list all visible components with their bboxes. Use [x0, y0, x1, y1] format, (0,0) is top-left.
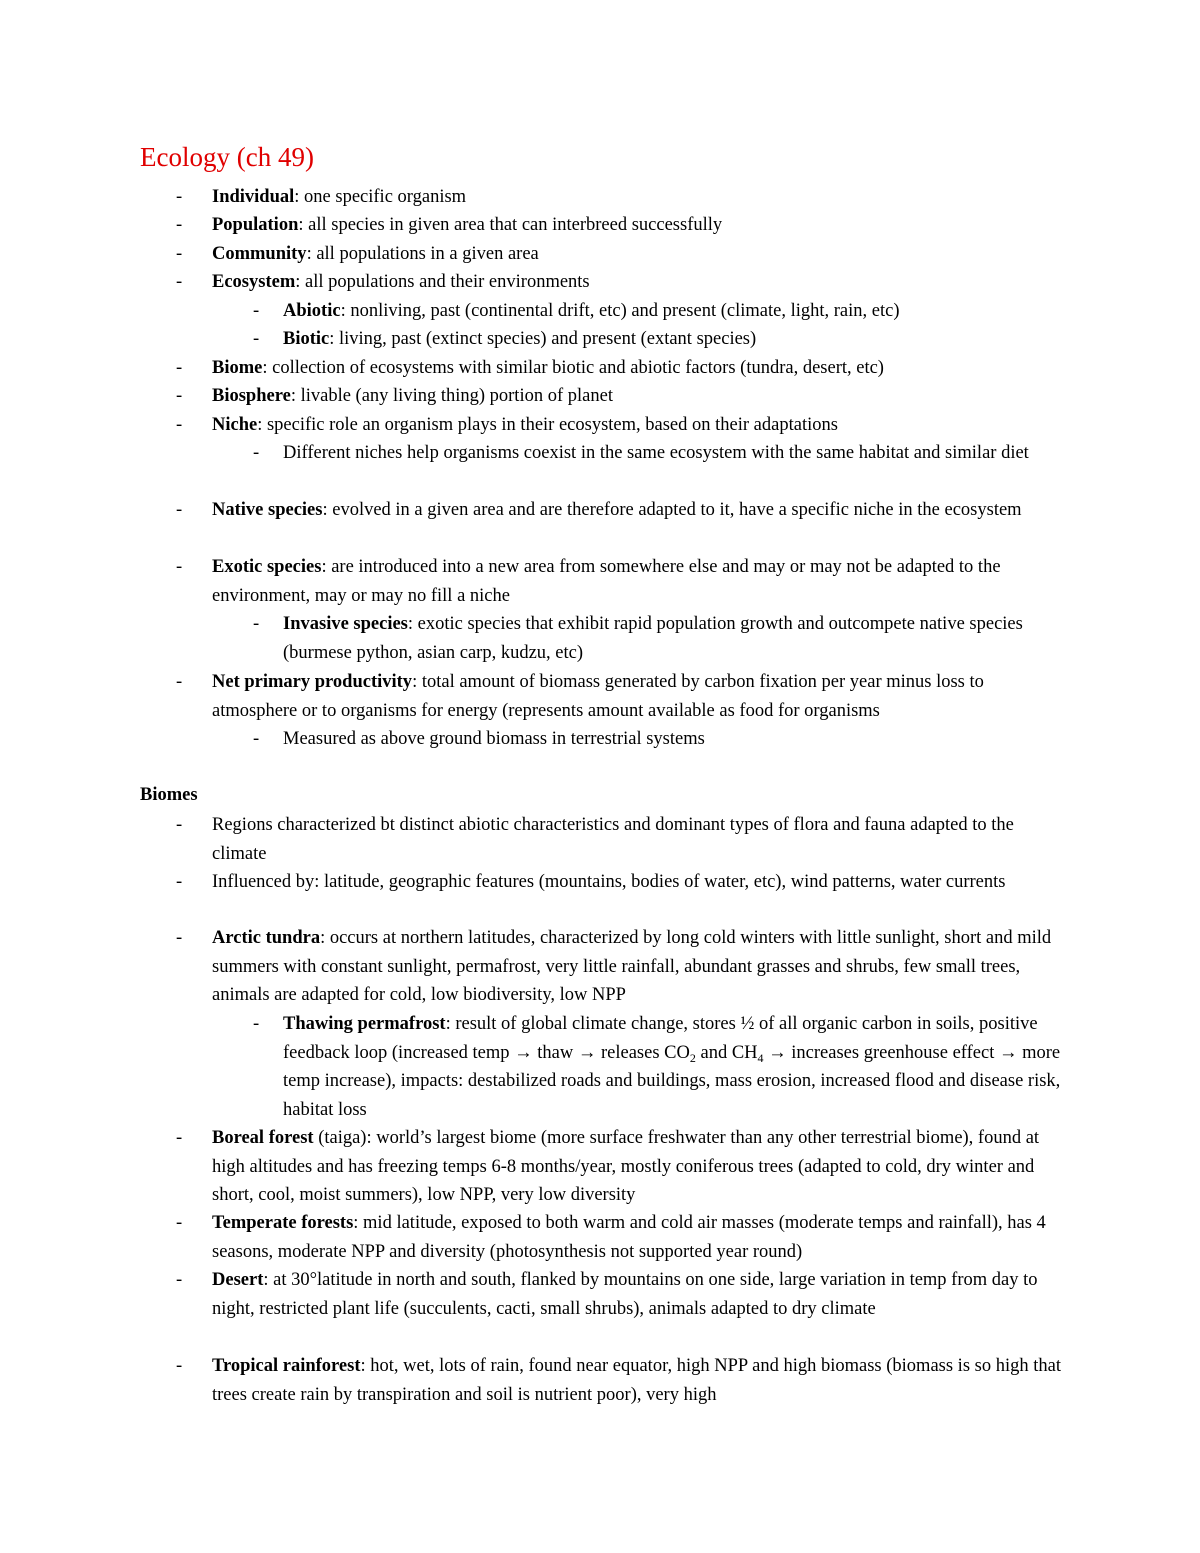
definition: : all populations and their environments: [295, 272, 590, 292]
list-item: [176, 496, 1072, 525]
bullet-dash: -: [253, 614, 260, 634]
term: Population: [212, 215, 299, 235]
sub-list-item: [253, 610, 1073, 667]
page-title: Ecology (ch 49): [140, 142, 314, 172]
list-item: [176, 382, 1072, 411]
term: Tropical rainforest: [212, 1356, 361, 1376]
definition: : specific role an organism plays in their ecosystem, based on their adaptations: [257, 415, 838, 435]
term: Net primary productivity: [212, 672, 413, 692]
term: Ecosystem: [212, 272, 296, 292]
bullet-dash: -: [253, 301, 260, 321]
bullet-dash: -: [253, 729, 260, 749]
bullet-dash: -: [176, 815, 183, 835]
term: Arctic tundra: [212, 928, 321, 948]
term: Native species: [212, 500, 323, 520]
definition: : evolved in a given area and are therefore adapted to it, have a specific niche in the ecosystem: [322, 500, 1022, 520]
term: Niche: [212, 415, 258, 435]
definition: : at 30°latitude in north and south, flanked by mountains on one side, large variation in temp from day to night, restricted plant life (succulents, cacti, small shrubs), animals adapted to dry climate: [212, 1270, 1038, 1319]
subscript: 2: [689, 1050, 696, 1065]
list-item: [176, 211, 1072, 240]
definition: : living, past (extinct species) and present (extant species): [329, 329, 757, 349]
bullet-dash: -: [176, 415, 183, 435]
sub-list-item: [253, 725, 1073, 754]
bullet-dash: -: [176, 1270, 183, 1290]
bullet-dash: -: [176, 358, 183, 378]
list-item: [176, 868, 1072, 897]
list-item: [176, 924, 1072, 1010]
definition: : are introduced into a new area from somewhere else and may or may not be adapted to the environment, may or may no fill a niche: [212, 557, 1001, 606]
term: Individual: [212, 187, 295, 207]
definition: : livable (any living thing) portion of planet: [290, 386, 613, 406]
bullet-dash: -: [176, 1128, 183, 1148]
term: Exotic species: [212, 557, 322, 577]
bullet-dash: -: [176, 187, 183, 207]
bullet-dash: -: [176, 1356, 183, 1376]
definition: : result of global climate change, stores ½ of all organic carbon in soils, positive feedback loop (increased temp → thaw → releases CO: [283, 1014, 1038, 1063]
definition: and CH: [695, 1042, 758, 1063]
sub-list-item: [253, 325, 1083, 354]
bullet-dash: -: [176, 557, 183, 577]
definition: : nonliving, past (continental drift, etc) and present (climate, light, rain, etc): [340, 301, 900, 321]
definition: : collection of ecosystems with similar biotic and abiotic factors (tundra, desert, etc): [262, 358, 884, 378]
definition: : occurs at northern latitudes, characterized by long cold winters with little sunlight, short and mild summers with constant sunlight, permafrost, very little rainfall, abundant grasses and shrubs, few small trees, animals are adapted for cold, low biodiversity, low NPP: [212, 928, 1052, 1005]
definition: : total amount of biomass generated by carbon fixation per year minus loss to atmosphere or to organisms for energy (represents amount available as food for organisms: [212, 672, 984, 721]
term: Abiotic: [283, 301, 341, 321]
bullet-dash: -: [176, 672, 183, 692]
bullet-dash: -: [176, 386, 183, 406]
sub-list-item: [253, 439, 1073, 468]
definition: → increases greenhouse effect → more temp increase), impacts: destabilized roads and buildings, mass erosion, increased flood and disease risk, habitat loss: [283, 1042, 1061, 1120]
term: Temperate forests: [212, 1213, 354, 1233]
section-heading-biomes: Biomes: [140, 785, 198, 805]
bullet-dash: -: [253, 1014, 260, 1034]
term: Biotic: [283, 329, 330, 349]
definition: : one specific organism: [294, 187, 467, 207]
definition: (taiga): world’s largest biome (more surface freshwater than any other terrestrial biome), found at high altitudes and has freezing temps 6-8 months/year, mostly coniferous trees (adapted to cold, dry winter and short, cool, moist summers), low NPP, very low diversity: [212, 1128, 1040, 1205]
term: Community: [212, 244, 307, 264]
list-item: [176, 354, 1072, 383]
bullet-dash: -: [253, 443, 260, 463]
definition: Influenced by: latitude, geographic features (mountains, bodies of water, etc), wind patterns, water currents: [212, 872, 1006, 892]
term: Boreal forest: [212, 1128, 314, 1148]
list-item: [176, 553, 1072, 610]
bullet-dash: -: [176, 1213, 183, 1233]
term: Biosphere: [212, 386, 291, 406]
bullet-dash: -: [176, 500, 183, 520]
list-item: [176, 668, 1072, 725]
definition: : hot, wet, lots of rain, found near equator, high NPP and high biomass (biomass is so high that trees create rain by transpiration and soil is nutrient poor), very high: [212, 1356, 1061, 1405]
bullet-dash: -: [176, 272, 183, 292]
subscript: 4: [757, 1050, 764, 1065]
list-item: [176, 1266, 1072, 1323]
list-item: [176, 1209, 1072, 1266]
definition: Measured as above ground biomass in terrestrial systems: [283, 729, 705, 749]
bullet-dash: -: [176, 215, 183, 235]
list-item: [176, 1124, 1072, 1210]
bullet-dash: -: [176, 872, 183, 892]
definition: : all species in given area that can interbreed successfully: [298, 215, 723, 235]
definition: : all populations in a given area: [306, 244, 539, 264]
list-item: [176, 411, 1072, 440]
bullet-dash: -: [176, 244, 183, 264]
sub-list-item: [253, 1010, 1073, 1124]
term: Desert: [212, 1270, 264, 1290]
definition: Different niches help organisms coexist in the same ecosystem with the same habitat and similar diet: [283, 443, 1029, 463]
definition: : exotic species that exhibit rapid population growth and outcompete native species (burmese python, asian carp, kudzu, etc): [283, 614, 1023, 663]
term: Thawing permafrost: [283, 1014, 446, 1034]
term: Biome: [212, 358, 263, 378]
term: Invasive species: [283, 614, 408, 634]
list-item: [176, 811, 1072, 868]
list-item: [176, 183, 1072, 212]
bullet-dash: -: [176, 928, 183, 948]
list-item: [176, 240, 1072, 269]
definition: : mid latitude, exposed to both warm and cold air masses (moderate temps and rainfall), has 4 seasons, moderate NPP and diversity (photosynthesis not supported year round): [212, 1213, 1046, 1262]
definition: Regions characterized bt distinct abiotic characteristics and dominant types of flora and fauna adapted to the climate: [212, 815, 1014, 864]
list-item: [176, 1352, 1072, 1409]
sub-list-item: [253, 297, 1083, 326]
bullet-dash: -: [253, 329, 260, 349]
list-item: [176, 268, 1072, 297]
